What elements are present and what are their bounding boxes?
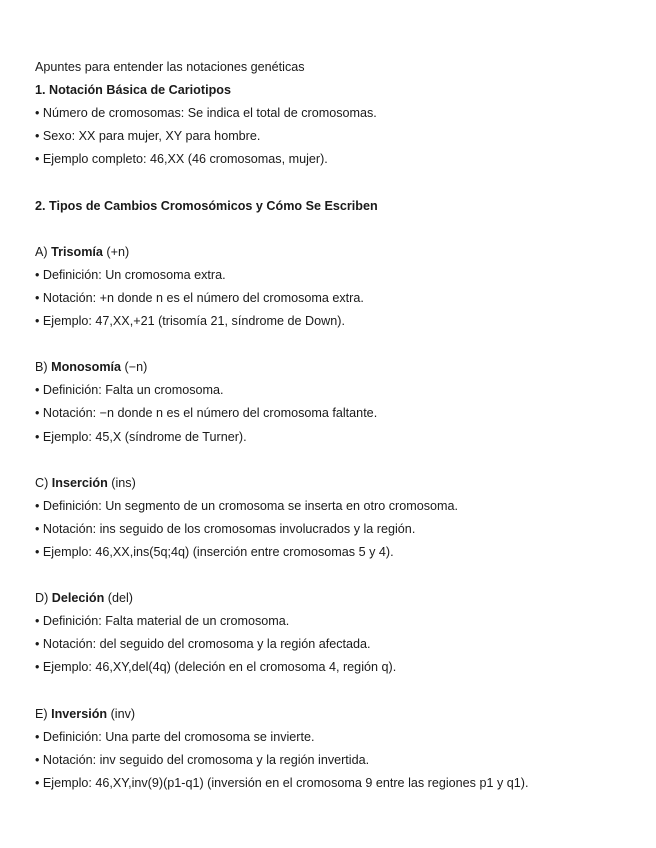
section1-bullet: • Sexo: XX para mujer, XY para hombre.: [35, 129, 261, 144]
type-bullet: • Notación: del seguido del cromosoma y la región afectada.: [35, 637, 371, 652]
type-bullet: • Ejemplo: 45,X (síndrome de Turner).: [35, 429, 247, 444]
type-name: Inserción: [51, 475, 108, 490]
type-bullet: • Ejemplo: 46,XY,del(4q) (deleción en el cromosoma 4, región q).: [35, 660, 397, 675]
type-abbr: (+n): [102, 244, 130, 259]
type-name: Monosomía: [51, 360, 122, 375]
type-heading-monosomia: [35, 356, 635, 379]
type-bullet: • Definición: Falta un cromosoma.: [35, 383, 224, 398]
type-bullet: • Notación: inv seguido del cromosoma y la región invertida.: [35, 752, 370, 767]
type-bullet: • Ejemplo: 46,XX,ins(5q;4q) (inserción entre cromosomas 5 y 4).: [35, 544, 394, 559]
section1-heading: 1. Notación Básica de Cariotipos: [35, 83, 231, 98]
type-heading-inversion: [35, 703, 635, 726]
type-heading-delecion: [35, 587, 635, 610]
type-bullet: • Definición: Un cromosoma extra.: [35, 267, 226, 282]
type-bullet: • Definición: Una parte del cromosoma se invierte.: [35, 729, 315, 744]
spacer: [35, 218, 635, 241]
section1-bullet: • Número de cromosomas: Se indica el total de cromosomas.: [35, 106, 377, 121]
type-abbr: (del): [104, 591, 133, 606]
type-bullet: • Notación: −n donde n es el número del cromosoma faltante.: [35, 406, 378, 421]
type-abbr: (inv): [107, 706, 136, 721]
type-bullet: • Notación: ins seguido de los cromosomas involucrados y la región.: [35, 521, 416, 536]
type-prefix: E): [35, 706, 52, 721]
section1-bullet: • Ejemplo completo: 46,XX (46 cromosomas, mujer).: [35, 152, 328, 167]
type-name: Inversión: [51, 706, 108, 721]
type-bullet: • Notación: +n donde n es el número del cromosoma extra.: [35, 290, 364, 305]
type-bullet: • Ejemplo: 47,XX,+21 (trisomía 21, síndrome de Down).: [35, 314, 345, 329]
type-name: Trisomía: [51, 244, 103, 259]
type-abbr: (−n): [121, 360, 148, 375]
type-prefix: D): [35, 591, 52, 606]
document-body: [35, 56, 635, 795]
type-abbr: (ins): [107, 475, 136, 490]
type-name: Deleción: [51, 591, 105, 606]
section2-heading: 2. Tipos de Cambios Cromosómicos y Cómo Se Escriben: [35, 198, 378, 213]
spacer: [35, 171, 635, 194]
document-intro: Apuntes para entender las notaciones genéticas: [35, 60, 305, 74]
type-bullet: • Definición: Falta material de un cromosoma.: [35, 614, 290, 629]
type-bullet: • Ejemplo: 46,XY,inv(9)(p1-q1) (inversión en el cromosoma 9 entre las regiones p1 y q1).: [35, 775, 529, 790]
type-prefix: A): [35, 244, 52, 259]
type-bullet: • Definición: Un segmento de un cromosoma se inserta en otro cromosoma.: [35, 498, 458, 513]
spacer: [35, 564, 635, 587]
spacer: [35, 680, 635, 703]
type-heading-trisomia: [35, 241, 635, 264]
type-heading-insercion: [35, 472, 635, 495]
type-prefix: C): [35, 475, 52, 490]
spacer: [35, 449, 635, 472]
type-prefix: B): [35, 360, 52, 375]
spacer: [35, 333, 635, 356]
